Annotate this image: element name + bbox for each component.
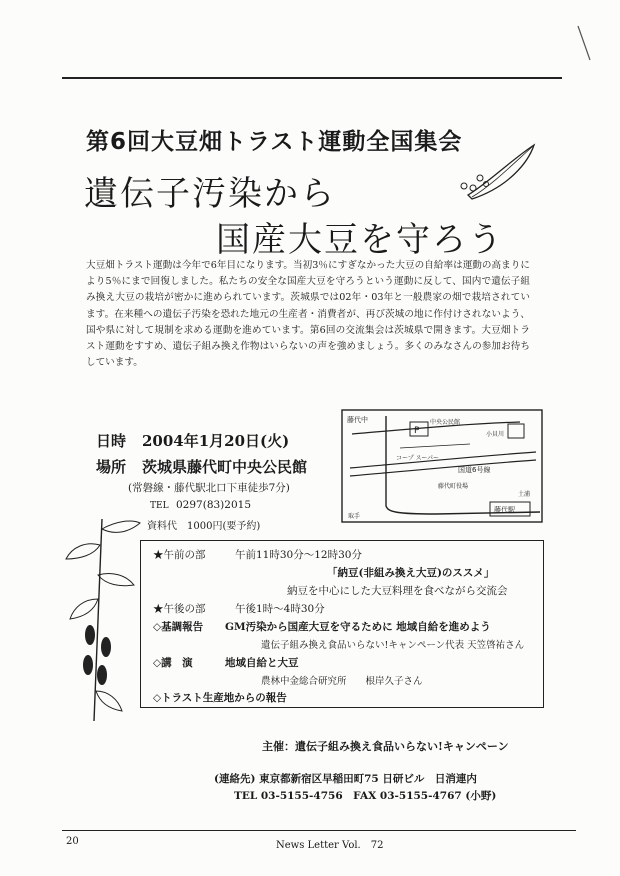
event-venue [96,456,307,477]
top-rule [62,77,562,79]
venue-value: 茨城県藤代町中央公民館 [142,458,308,476]
morning-session-title: 「納豆(非組み換え大豆)のススメ」 [327,567,495,579]
map-label-shimodate: 土浦 [518,491,531,498]
datetime-value: 2004年1月20日(火) [142,432,290,450]
lecture-title: 地域自給と大豆 [225,657,299,669]
map-label-market: コープ スーパー [396,455,440,462]
keynote-speaker: 遺伝子組み換え食品いらない!キャンペーン代表 天笠啓祐さん [261,640,525,651]
trust-report-item: ◇トラスト生産地からの報告 [153,692,287,704]
contact-phone: TEL 03-5155-4756 FAX 03-5155-4767 (小野) [234,790,497,802]
morning-session-desc: 納豆を中心にした大豆料理を食べながら交流会 [287,585,508,597]
sponsor-line: 主催：遺伝子組み換え食品いらない!キャンペーン [262,740,509,753]
afternoon-session-label: ★午後の部 [153,603,206,615]
svg-text:P: P [414,426,420,436]
newsletter-footer: News Letter Vol. 72 [276,840,384,851]
lecture-speaker: 農林中金総合研究所 根岸久子さん [261,676,423,687]
map-label-shiyakusho: 藤代町役場 [438,483,469,490]
corner-scratch-mark [576,24,594,64]
keynote-title: GM汚染から国産大豆を守るために 地域自給を進めよう [225,621,491,633]
program-box [140,540,544,708]
access-map [340,408,546,526]
tel-label: TEL [150,501,169,511]
contact-address: (連絡先) 東京都新宿区早稲田町75 日研ビル 日消連内 [214,773,477,785]
datetime-label: 日時 [96,432,127,450]
headline-line2: 国産大豆を守ろう [216,220,504,260]
map-label-station: 藤代駅 [494,506,515,514]
map-label-river: 小貝川 [486,431,505,438]
lecture-label: ◇講 演 [153,657,193,669]
headline-line1: 遺伝子汚染から [84,174,336,214]
map-label-fudai-nishi: 藤代中 [347,416,368,424]
event-datetime [96,430,289,451]
keynote-label: ◇基調報告 [153,621,204,633]
afternoon-session-time: 午後1時～4時30分 [235,603,325,615]
intro-paragraph: 大豆畑トラスト運動は今年で6年目になります。当初3％にすぎなかった大豆の自給率は運動の高まりにより5％にまで回復しました。私たちの安全な国産大豆を守ろうという運動に反して、国内で遺伝子組み換え大豆の栽培が密かに進められています。茨城県では02年・03年と一般農家の畑で栽培されています。在来種への遺伝子汚染を恐れた地元の生産者・消費者が、再び茨城の地に作付けされないよう、国や県に対して規制を求める運動を進めています。第6回の交流集会は茨城県で開きます。大豆畑トラスト運動をすすめ、遺伝子組み換え作物はいらないの声を強めましょう。多くのみなさんの参加お待ちしています。 [86,260,530,369]
morning-session-label: ★午前の部 [153,549,206,561]
page-number: 20 [66,836,79,847]
map-label-route: 国道6号線 [458,466,491,474]
tel-value: 0297(83)2015 [176,499,251,511]
soybean-icon [456,172,492,196]
morning-session-time: 午前11時30分～12時30分 [235,549,362,561]
venue-tel [150,499,251,511]
soybean-plant-illustration [62,515,142,725]
venue-label: 場所 [96,458,127,476]
venue-access: (常磐線・藤代駅北口下車徒歩7分) [128,482,290,494]
map-label-toride: 取手 [348,513,361,520]
map-label-venue: 中央公民館 [430,419,461,426]
bottom-rule [62,830,576,831]
event-title: 第6回大豆畑トラスト運動全国集会 [86,129,463,155]
materials-fee: 資料代 1000円(要予約) [147,521,261,532]
